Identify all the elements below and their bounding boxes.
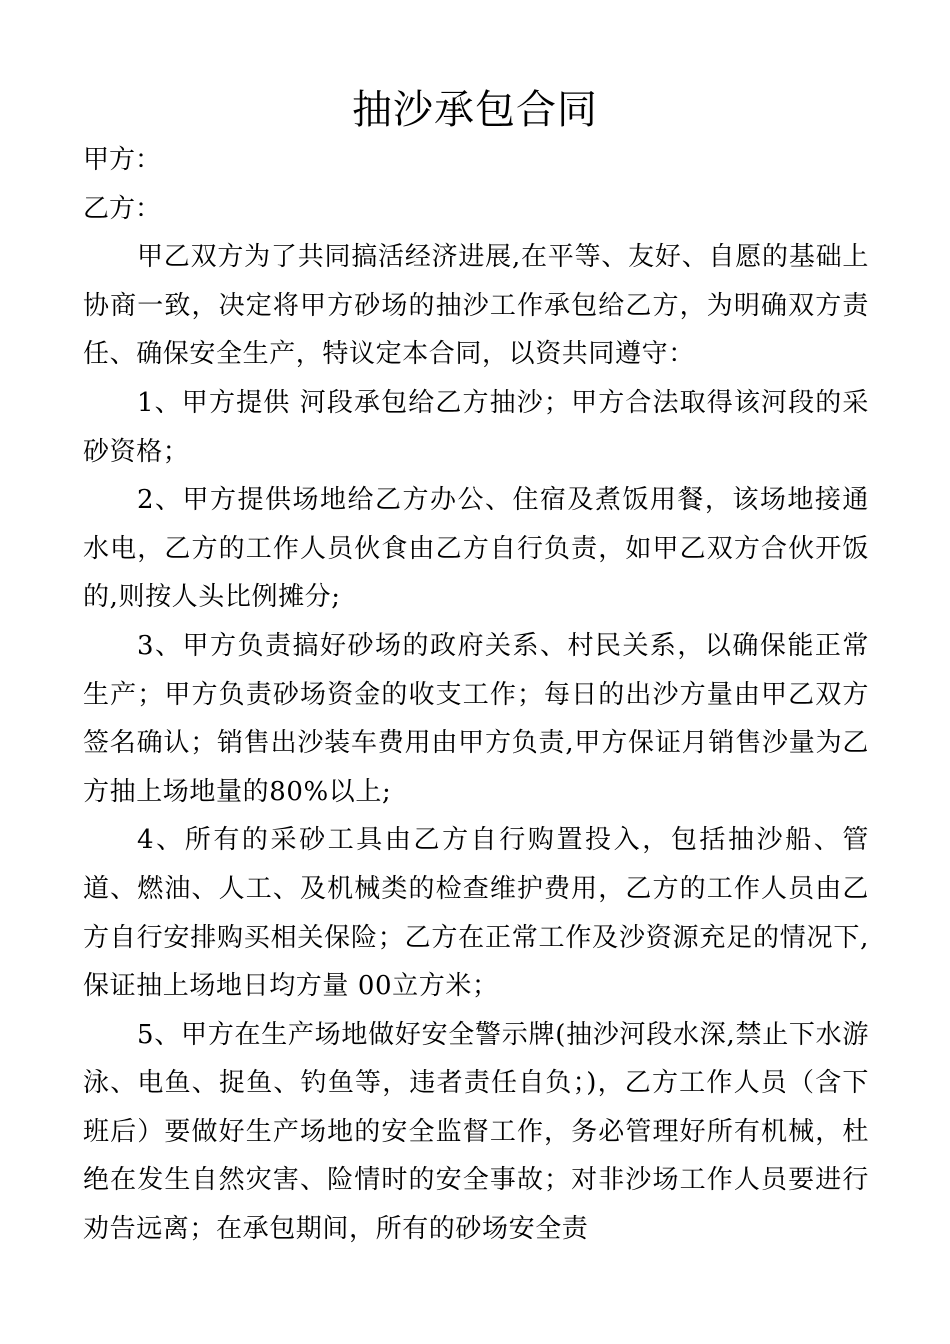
party-a-line: 甲方： bbox=[83, 145, 162, 175]
clause-5: 5、甲方在生产场地做好安全警示牌(抽沙河段水深,禁止下水游泳、电鱼、捉鱼、钓鱼等，违者责任自负；)，乙方工作人员（含下班后）要做好生产场地的安全监督工作，务必管理好所有机械，杜绝在发生自然灾害、险情时的安全事故；对非沙场工作人员要进行劝告远离；在承包期间，所有的砂场安全责 bbox=[83, 1019, 869, 1245]
document-body bbox=[83, 136, 869, 1254]
clause-4: 4、所有的采砂工具由乙方自行购置投入，包括抽沙船、管道、燃油、人工、及机械类的检查维护费用，乙方的工作人员由乙方自行安排购买相关保险；乙方在正常工作及沙资源充足的情况下,保证抽上场地日均方量 00立方米； bbox=[83, 825, 869, 1002]
clause-2: 2、甲方提供场地给乙方办公、住宿及煮饭用餐，该场地接通水电，乙方的工作人员伙食由乙方自行负责，如甲乙双方合伙开饭的,则按人头比例摊分; bbox=[83, 485, 869, 613]
clause-3: 3、甲方负责搞好砂场的政府关系、村民关系，以确保能正常生产；甲方负责砂场资金的收支工作；每日的出沙方量由甲乙双方签名确认；销售出沙装车费用由甲方负责,甲方保证月销售沙量为乙方抽上场地量的80%以上; bbox=[83, 630, 869, 807]
party-b-line: 乙方： bbox=[83, 193, 162, 224]
intro-paragraph: 甲乙双方为了共同搞活经济进展,在平等、友好、自愿的基础上协商一致，决定将甲方砂场的抽沙工作承包给乙方，为明确双方责任、确保安全生产，特议定本合同，以资共同遵守： bbox=[83, 242, 869, 370]
document-title: 抽沙承包合同 bbox=[352, 87, 598, 133]
clause-1: 1、甲方提供 河段承包给乙方抽沙；甲方合法取得该河段的采砂资格； bbox=[83, 387, 869, 467]
